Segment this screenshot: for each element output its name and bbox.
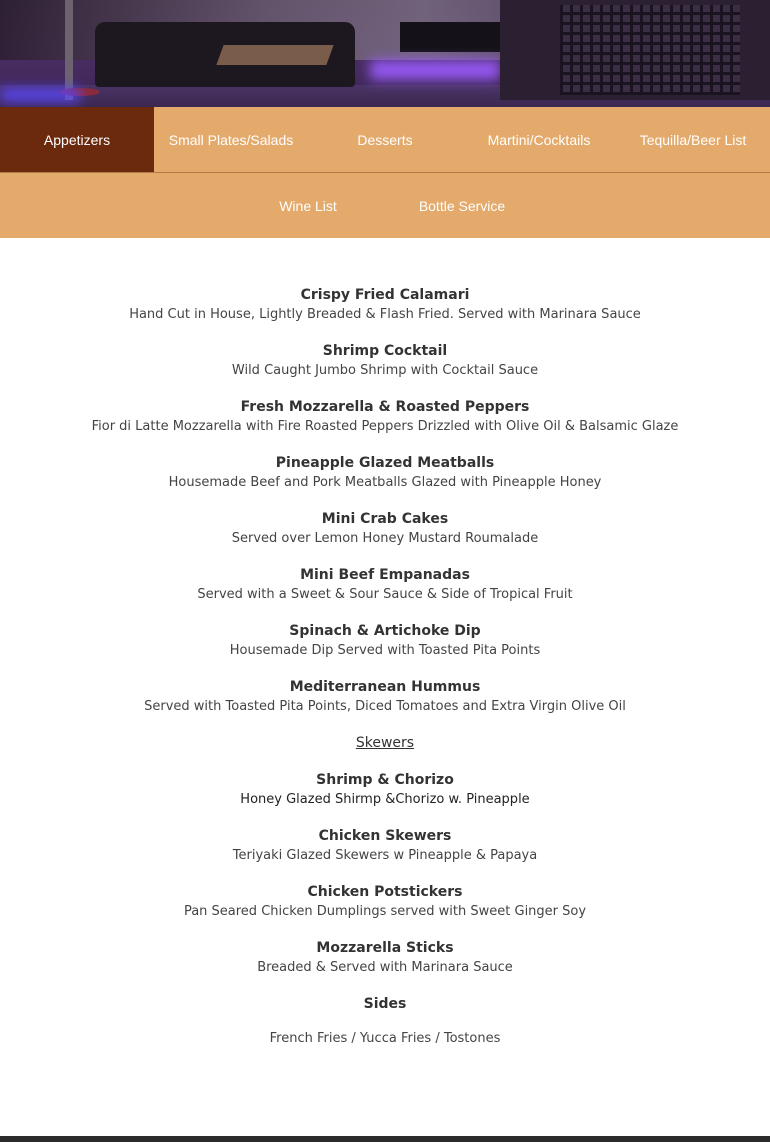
menu-item xyxy=(0,939,770,977)
tab-tequilla-beer-list[interactable]: Tequilla/Beer List xyxy=(639,131,747,148)
menu-item-description: Hand Cut in House, Lightly Breaded & Flash Fried. Served with Marinara Sauce xyxy=(129,307,641,322)
menu-item-name: Crispy Fried Calamari xyxy=(300,287,470,303)
menu-item-description: Housemade Dip Served with Toasted Pita Points xyxy=(229,643,541,658)
menu-item-name: Shrimp & Chorizo xyxy=(316,772,454,788)
menu-item-name: Pineapple Glazed Meatballs xyxy=(275,455,495,471)
menu-item xyxy=(0,286,770,324)
menu-item-description: Teriyaki Glazed Skewers w Pineapple & Papaya xyxy=(232,848,538,863)
menu-item-name: Mediterranean Hummus xyxy=(289,679,481,695)
menu-item xyxy=(0,678,770,716)
menu-item xyxy=(0,771,770,809)
menu-item-description: Honey Glazed Shirmp &Chorizo w. Pineapple xyxy=(240,792,530,807)
menu-item-name: Mozzarella Sticks xyxy=(316,940,454,956)
menu-item xyxy=(0,398,770,436)
menu-item-name: Shrimp Cocktail xyxy=(322,343,448,359)
tab-wine-list[interactable]: Wine List xyxy=(279,197,337,214)
skewers-heading: Skewers xyxy=(355,735,415,751)
menu-item xyxy=(0,827,770,865)
footer-bar xyxy=(0,1136,770,1142)
tab-desserts[interactable]: Desserts xyxy=(357,131,413,148)
menu-item xyxy=(0,566,770,604)
menu-item-description: Wild Caught Jumbo Shrimp with Cocktail Sauce xyxy=(231,363,539,378)
menu-item-description: Pan Seared Chicken Dumplings served with Sweet Ginger Soy xyxy=(183,904,587,919)
menu-item xyxy=(0,622,770,660)
menu-item-name: Chicken Potstickers xyxy=(307,884,463,900)
menu-item xyxy=(0,883,770,921)
menu-item xyxy=(0,454,770,492)
menu-item-description: Served with a Sweet & Sour Sauce & Side of Tropical Fruit xyxy=(197,587,573,602)
menu-category-nav-row-1 xyxy=(0,107,770,173)
menu-item xyxy=(0,342,770,380)
menu-item-name: Fresh Mozzarella & Roasted Peppers xyxy=(240,399,530,415)
tab-small-plates-salads[interactable]: Small Plates/Salads xyxy=(168,131,294,148)
appetizers-menu xyxy=(0,286,770,1048)
tab-appetizers[interactable]: Appetizers xyxy=(0,107,154,172)
menu-item-name: Mini Beef Empanadas xyxy=(300,567,470,583)
menu-item-name: Mini Crab Cakes xyxy=(321,511,449,527)
menu-category-nav-row-2 xyxy=(0,173,770,238)
menu-item-description: Breaded & Served with Marinara Sauce xyxy=(257,960,513,975)
menu-item-description: Served with Toasted Pita Points, Diced Tomatoes and Extra Virgin Olive Oil xyxy=(144,699,626,714)
menu-item xyxy=(0,510,770,548)
menu-item-description: Fior di Latte Mozzarella with Fire Roasted Peppers Drizzled with Olive Oil & Balsamic Glaze xyxy=(91,419,679,434)
menu-item-name: Chicken Skewers xyxy=(318,828,452,844)
tab-martini-cocktails[interactable]: Martini/Cocktails xyxy=(487,131,591,148)
menu-item-description: Housemade Beef and Pork Meatballs Glazed with Pineapple Honey xyxy=(168,475,602,490)
menu-item-description: Served over Lemon Honey Mustard Roumalade xyxy=(231,531,539,546)
sides-heading: Sides xyxy=(363,996,407,1012)
tab-bottle-service[interactable]: Bottle Service xyxy=(418,197,506,214)
menu-item-name: Spinach & Artichoke Dip xyxy=(289,623,481,639)
hero-banner-image xyxy=(0,0,770,107)
sides-list: French Fries / Yucca Fries / Tostones xyxy=(269,1031,501,1046)
